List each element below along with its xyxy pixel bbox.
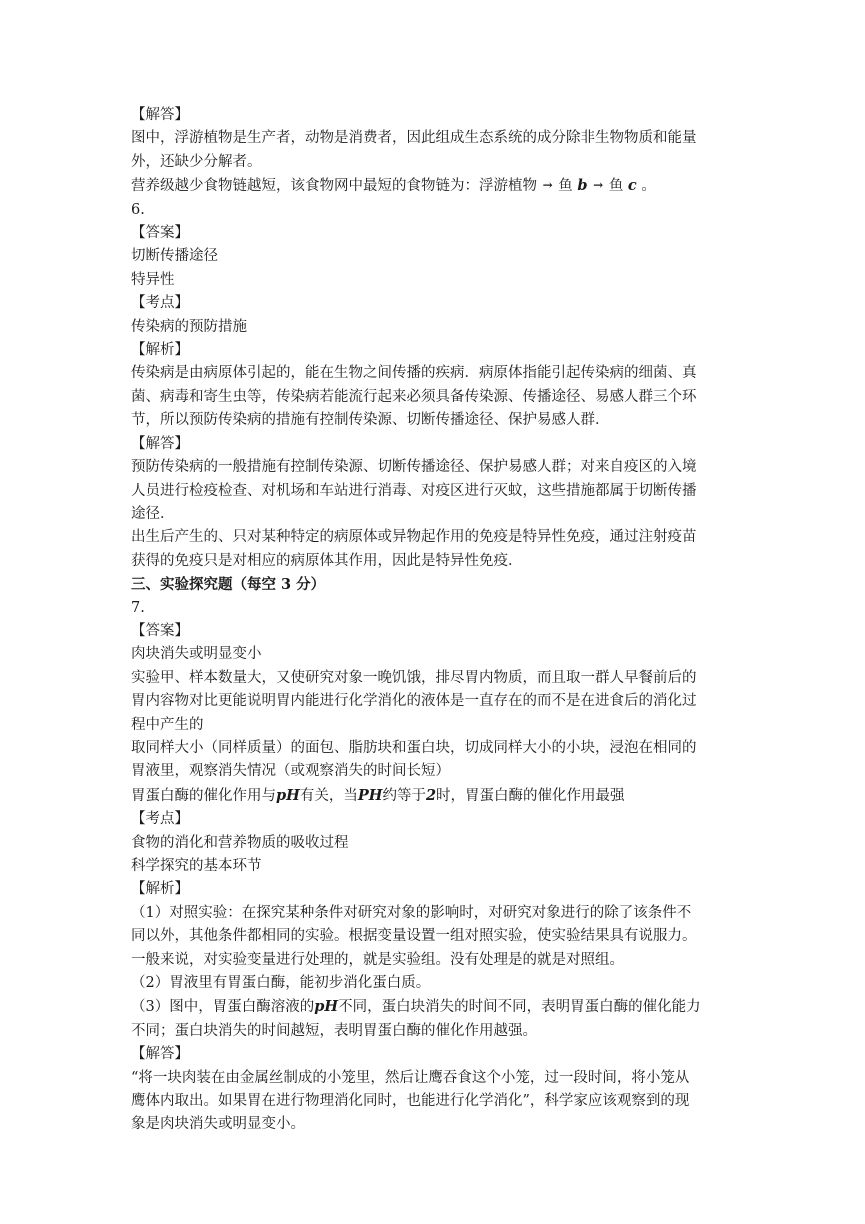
ph-text: 约等于 — [382, 787, 426, 804]
paragraph-line: 出生后产生的、只对某种特定的病原体或异物起作用的免疫是特异性免疫，通过注射疫苗 — [131, 529, 697, 546]
jieda-label: 【解答】 — [131, 435, 189, 452]
answer-text: 切断传播途径 — [131, 248, 218, 265]
kaodian-text: 食物的消化和营养物质的吸收过程 — [131, 834, 349, 851]
math-ph-upper: PH — [357, 786, 383, 804]
paragraph-line: 获得的免疫只是对相应的病原体其作用，因此是特异性免疫． — [131, 552, 523, 569]
fish-text: 鱼 — [608, 178, 624, 195]
paragraph-line: 鹰体内取出。如果胃在进行物理消化同时，也能进行化学消化”，科学家应该观察到的现 — [131, 1093, 690, 1110]
kaodian-text: 传染病的预防措施 — [131, 318, 247, 335]
paragraph-line: 菌、病毒和寄生虫等，传染病若能流行起来必须具备传染源、传播途径、易感人群三个环 — [131, 388, 697, 405]
kaodian-label: 【考点】 — [131, 295, 189, 312]
math-b: b — [577, 177, 588, 195]
math-ph: pH — [276, 786, 300, 804]
paragraph-line: （1）对照实验：在探究某种条件对研究对象的影响时，对研究对象进行的除了该条件不 — [131, 904, 692, 921]
paragraph-line: 节，所以预防传染病的措施有控制传染源、切断传播途径、保护易感人群． — [131, 412, 610, 429]
document-page — [131, 104, 735, 1137]
arrow-icon: → — [593, 178, 604, 193]
paragraph-line: 肉块消失或明显变小 — [131, 646, 262, 663]
paragraph-line: （2）胃液里有胃蛋白酶，能初步消化蛋白质。 — [131, 975, 431, 992]
paragraph-line: 传染病是由病原体引起的，能在生物之间传播的疾病．病原体指能引起传染病的细菌、真 — [131, 365, 697, 382]
question-number: 7. — [131, 599, 145, 616]
paragraph-line: 胃内容物对比更能说明胃内能进行化学消化的液体是一直存在的而不是在进食后的消化过 — [131, 693, 697, 710]
paragraph-line: 同以外，其他条件都相同的实验。根据变量设置一组对照实验，使实验结果具有说服力。 — [131, 928, 697, 945]
jiexi3-text: 不同，蛋白块消失的时间不同，表明胃蛋白酶的催化能力 — [338, 999, 701, 1016]
paragraph-line: “将一块肉装在由金属丝制成的小笼里，然后让鹰吞食这个小笼，过一段时间，将小笼从 — [131, 1069, 690, 1086]
ph-text: 有关，当 — [299, 787, 358, 804]
paragraph-line: 预防传染病的一般措施有控制传染源、切断传播途径、保护易感人群；对来自疫区的入境 — [131, 459, 697, 476]
answer-label: 【答案】 — [131, 225, 189, 242]
paragraph-line: 图中，浮游植物是生产者，动物是消费者，因此组成生态系统的成分除非生物物质和能量 — [131, 130, 697, 147]
kaodian-label: 【考点】 — [131, 811, 189, 828]
kaodian-text: 科学探究的基本环节 — [131, 858, 262, 874]
paragraph-line: 人员进行检疫检查、对机场和车站进行消毒、对疫区进行灭蚊，这些措施都属于切断传播 — [131, 482, 697, 499]
paragraph-line: 取同样大小（同样质量）的面包、脂肪块和蛋白块，切成同样大小的小块，浸泡在相同的 — [131, 739, 697, 756]
jiexi-label: 【解析】 — [131, 881, 189, 898]
jieda-label: 【解答】 — [131, 1046, 189, 1063]
paragraph-line: 途径． — [131, 505, 175, 522]
food-chain-line — [131, 174, 735, 198]
answer-heading: 【解答】 — [131, 107, 189, 123]
food-chain-text: 营养级越少食物链越短，该食物网中最短的食物链为：浮游植物 — [131, 178, 537, 195]
paragraph-line: 胃液里，观察消失情况（或观察消失的时间长短） — [131, 763, 450, 780]
paragraph-line: 一般来说，对实验变量进行处理的，就是实验组。没有处理是的就是对照组。 — [131, 951, 624, 968]
question-number: 6. — [131, 201, 145, 218]
jiexi-label: 【解析】 — [131, 342, 189, 359]
paragraph-line: 外，还缺少分解者。 — [131, 153, 262, 170]
answer-label: 【答案】 — [131, 622, 189, 639]
period: 。 — [641, 178, 656, 195]
ph-line — [131, 784, 735, 808]
paragraph-line: 象是肉块消失或明显变小。 — [131, 1116, 305, 1133]
fish-text: 鱼 — [558, 178, 573, 195]
ph-text: 胃蛋白酶的催化作用与 — [131, 787, 276, 804]
math-c: c — [627, 177, 637, 195]
paragraph-line — [131, 995, 735, 1019]
ph-text: 时，胃蛋白酶的催化作用最强 — [436, 787, 625, 804]
math-ph: pH — [314, 998, 339, 1016]
answer-text: 特异性 — [131, 271, 175, 288]
paragraph-line: 程中产生的 — [131, 716, 204, 733]
paragraph-line: 不同；蛋白块消失的时间越短，表明胃蛋白酶的催化作用越强。 — [131, 1022, 537, 1039]
paragraph-line: 实验甲、样本数量大，又使研究对象一晚饥饿，排尽胃内物质，而且取一群人早餐前后的 — [131, 669, 697, 686]
section-heading: 三、实验探究题（每空 3 分） — [131, 576, 326, 594]
jiexi3-text: （3）图中，胃蛋白酶溶液的 — [131, 999, 315, 1016]
math-two: 2 — [425, 786, 437, 804]
arrow-icon: → — [542, 178, 553, 193]
